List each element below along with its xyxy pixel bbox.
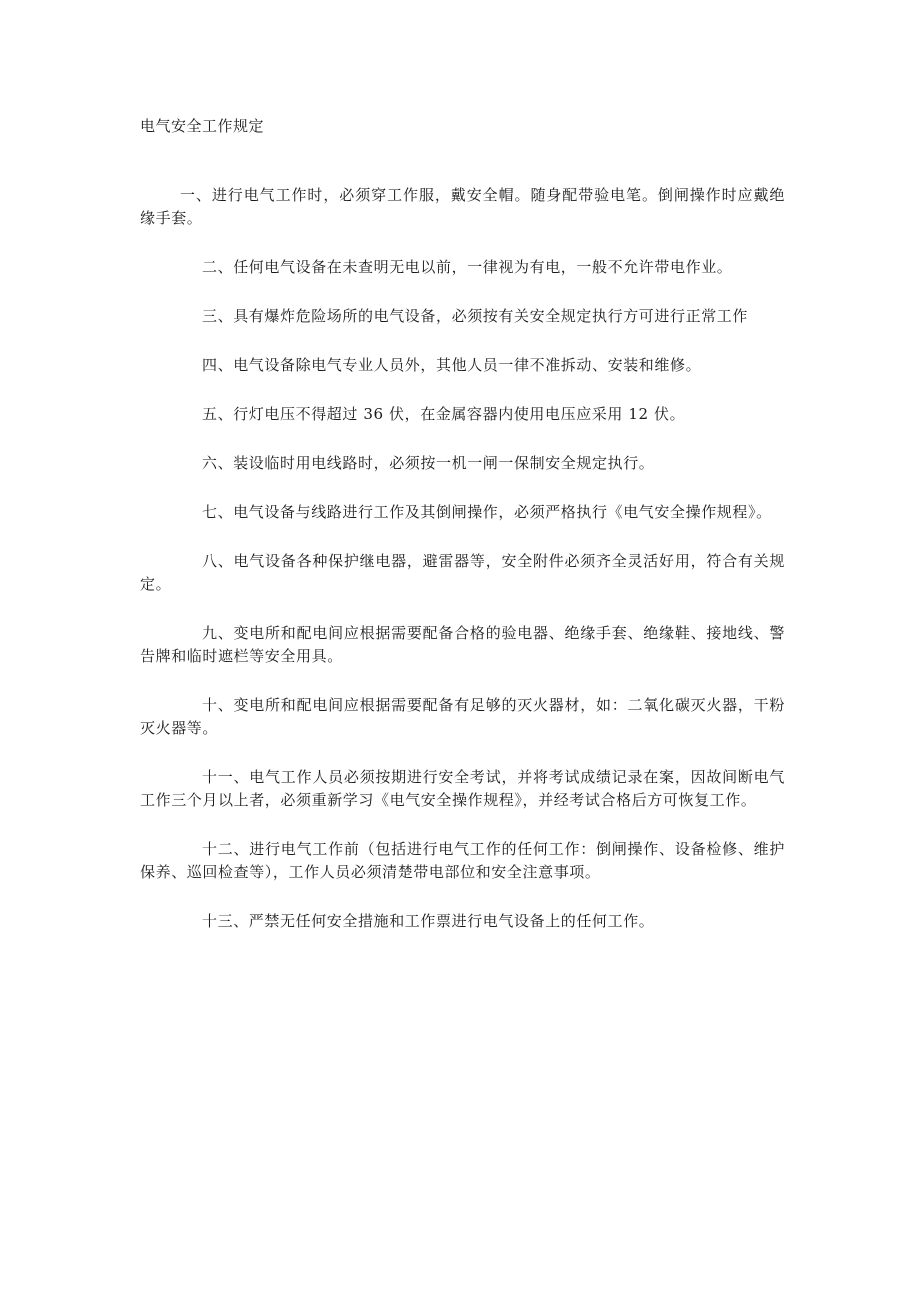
rules-list [140,184,785,959]
document-title: 电气安全工作规定 [140,117,265,135]
rule-3: 三、具有爆炸危险场所的电气设备，必须按有关安全规定执行方可进行正常工作 [202,307,749,325]
rule-7: 七、电气设备与线路进行工作及其倒闸操作，必须严格执行《电气安全操作规程》。 [202,503,772,521]
rule-5: 五、行灯电压不得超过 36 伏，在金属容器内使用电压应采用 12 伏。 [202,405,686,423]
rule-1: 一、进行电气工作时，必须穿工作服，戴安全帽。随身配带验电笔。倒闸操作时应戴绝缘手套。 [140,186,785,227]
rule-6: 六、装设临时用电线路时，必须按一机一闸一保制安全规定执行。 [202,454,655,472]
rule-4: 四、电气设备除电气专业人员外，其他人员一律不准拆动、安装和维修。 [202,356,702,374]
rule-10: 十、变电所和配电间应根据需要配备有足够的灭火器材，如：二氧化碳灭火器，干粉灭火器等。 [140,696,785,737]
rule-9: 九、变电所和配电间应根据需要配备合格的验电器、绝缘手套、绝缘鞋、接地线、警告牌和临时遮栏等安全用具。 [140,624,785,665]
rule-8: 八、电气设备各种保护继电器，避雷器等，安全附件必须齐全灵活好用，符合有关规定。 [140,552,785,593]
rule-11: 十一、电气工作人员必须按期进行安全考试，并将考试成绩记录在案，因故间断电气工作三个月以上者，必须重新学习《电气安全操作规程》，并经考试合格后方可恢复工作。 [140,768,785,809]
rule-12: 十二、进行电气工作前（包括进行电气工作的任何工作：倒闸操作、设备检修、维护保养、巡回检查等），工作人员必须清楚带电部位和安全注意事项。 [140,840,785,881]
rule-2: 二、任何电气设备在未查明无电以前，一律视为有电，一般不允许带电作业。 [202,258,733,276]
rule-13: 十三、严禁无任何安全措施和工作票进行电气设备上的任何工作。 [202,912,655,930]
